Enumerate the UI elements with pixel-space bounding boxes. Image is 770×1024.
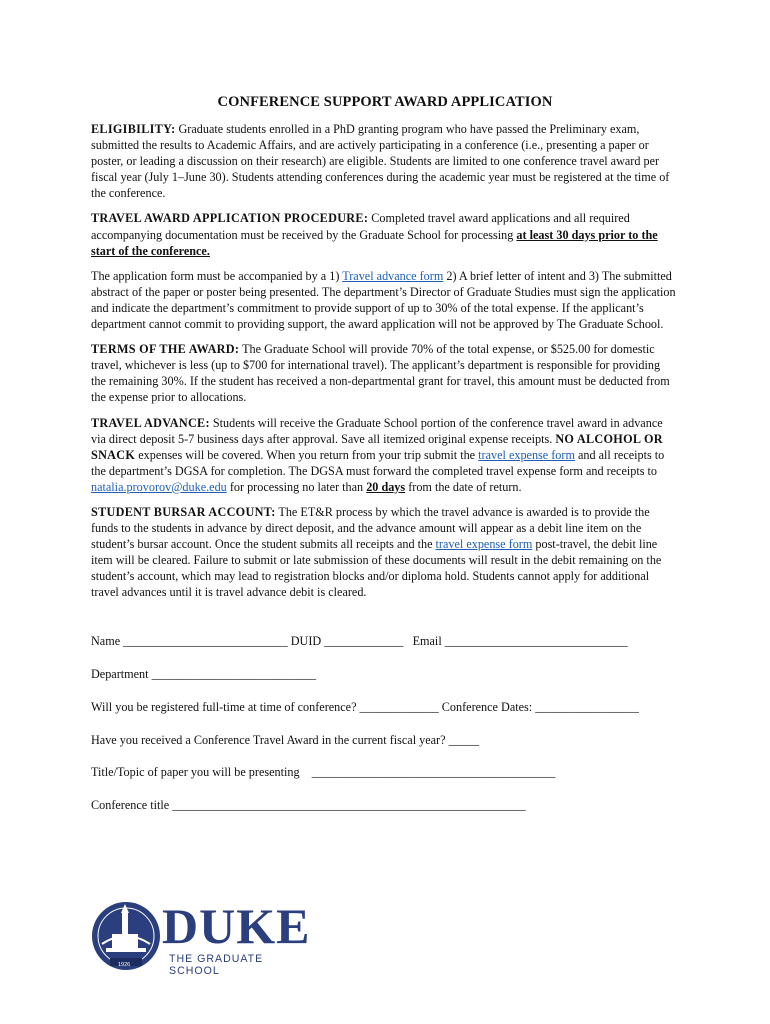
advance-text-5: from the date of return. [405, 479, 522, 494]
terms-text: The Graduate School will provide 70% of the total expense, or $525.00 for domestic travel, whichever is less (up to $700 for international travel). The applicant’s department is responsible for providing the remaining 30%. If the student has received a non-departmental grant for travel, this amount must be deducted from the expense prior to allocations. [91, 342, 670, 405]
eligibility-text: Graduate students enrolled in a PhD granting program who have passed the Preliminary exam, submitted the results to Academic Affairs, and are actively participating in a conference (i.e., presenting a paper or poster, or leading a discussion on their research) are eligible. Students are limited to one conference travel award per fiscal year (July 1–June 30). Students attending conferences during the academic year must be registered at the time of the conference. [91, 122, 670, 201]
email-link[interactable]: natalia.provorov@duke.edu [91, 479, 227, 494]
application-text-1: The application form must be accompanied by a 1) [91, 268, 343, 283]
bursar-section [91, 504, 676, 601]
conference-title-field[interactable]: Conference title __________________________________________________________ [91, 798, 526, 812]
document-body [91, 121, 676, 610]
department-field[interactable]: Department ___________________________ [91, 667, 317, 681]
page-title: CONFERENCE SUPPORT AWARD APPLICATION [217, 94, 553, 110]
bursar-text-1: The ET&R process by which the travel advance is awarded is to provide the funds to the students in advance by direct deposit, and the advance amount will appear as a debit line item on the student’s bursar account. Once the student submits all receipts and the [91, 504, 650, 552]
logo-year: 1926 [118, 962, 131, 968]
bursar-travel-expense-form-link[interactable]: travel expense form [435, 537, 533, 552]
procedure-section [91, 210, 676, 258]
travel-advance-form-link[interactable]: Travel advance form [342, 268, 444, 283]
paper-title-field[interactable]: Title/Topic of paper you will be presenting ________________________________________ [91, 765, 556, 779]
advance-text-1: Students will receive the Graduate School portion of the conference travel award in advance via direct deposit 5-7 business days after approval. Save all itemized original expense receipts. [91, 415, 663, 446]
name-duid-email-fields[interactable]: Name ___________________________ DUID _____________ Email ______________________________ [91, 634, 628, 648]
bursar-heading: STUDENT BURSAR ACCOUNT: [91, 504, 276, 519]
advance-text-2: expenses will be covered. When you return from your trip submit the [135, 447, 479, 462]
registration-dates-fields[interactable]: Will you be registered full-time at time of conference? _____________ Conference Dates: _________________ [91, 700, 639, 714]
logo-wordmark: DUKE [162, 898, 311, 954]
terms-heading: TERMS OF THE AWARD: [91, 342, 240, 357]
travel-expense-form-link[interactable]: travel expense form [478, 447, 575, 462]
bursar-text-2: post-travel, the debit line item will be cleared. Failure to submit or late submission of these documents will result in the debit remaining on the student’s account, which may lead to registration blocks and/or diploma hold. Students cannot apply for additional travel advances until it is travel advance debit is cleared. [91, 537, 662, 600]
terms-section [91, 341, 676, 405]
eligibility-section [91, 121, 676, 201]
advance-section [91, 415, 676, 495]
previous-award-field[interactable]: Have you received a Conference Travel Award in the current fiscal year? _____ [91, 733, 480, 747]
advance-no-alcohol: NO ALCOHOL OR SNACK [91, 431, 663, 462]
procedure-text: Completed travel award applications and all required accompanying documentation must be received by the Graduate School for processing [91, 211, 630, 242]
advance-text-3: and all receipts to the department’s DGSA for completion. The DGSA must forward the completed travel expense form and receipts to [91, 447, 665, 478]
logo-subtitle: THE GRADUATE SCHOOL [169, 953, 264, 977]
eligibility-heading: ELIGIBILITY: [91, 122, 176, 136]
application-text-2: 2) A brief letter of intent and 3) The submitted abstract of the paper or poster being presented. The department’s Director of Graduate Studies must sign the application and indicate the department’s commitment to provide support of up to 30% of the total expense. If the applicant’s department cannot commit to providing support, the award application will not be approved by The Graduate School. [91, 268, 676, 332]
advance-text-4: for processing no later than [226, 479, 367, 494]
advance-20-days: 20 days [366, 479, 406, 494]
advance-heading: TRAVEL ADVANCE: [91, 415, 210, 430]
duke-graduate-school-logo [92, 898, 312, 978]
application-section [91, 268, 676, 332]
procedure-deadline: at least 30 days prior to the start of the conference. [91, 227, 658, 258]
procedure-heading: TRAVEL AWARD APPLICATION PROCEDURE: [91, 211, 369, 226]
